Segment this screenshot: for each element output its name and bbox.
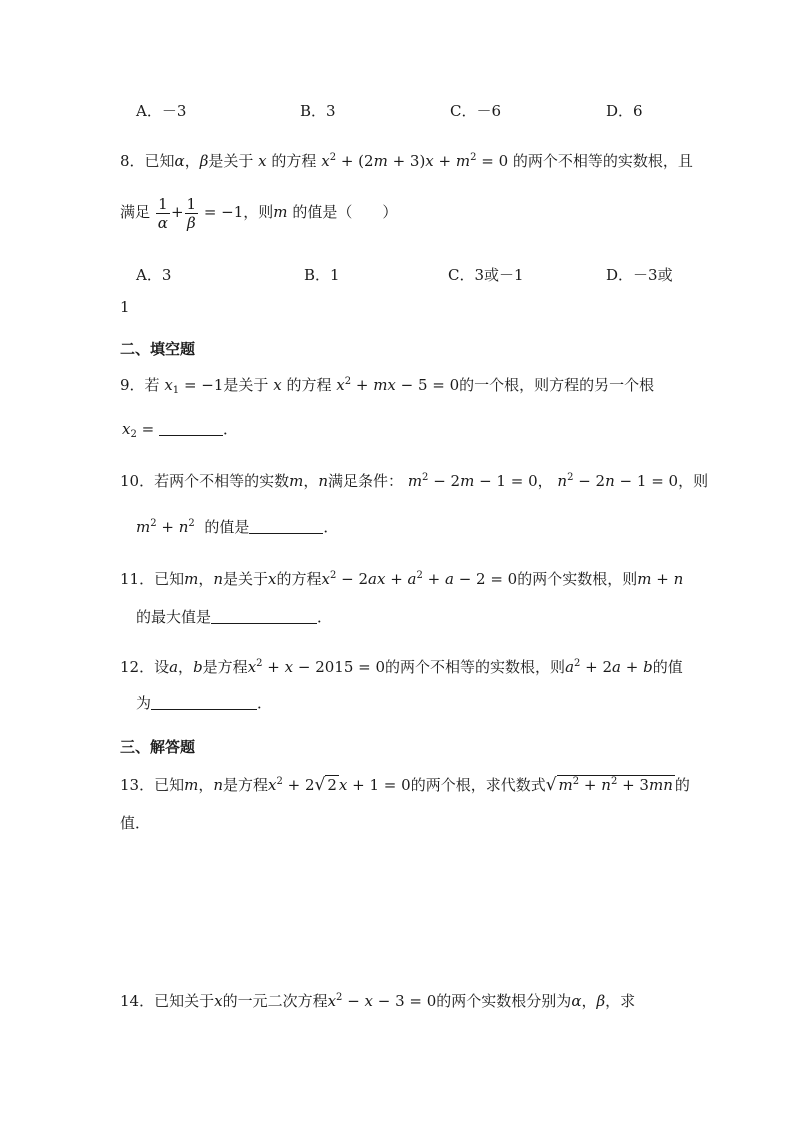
q10-text: ，: [303, 472, 319, 490]
q10-text: ，: [537, 472, 553, 490]
q8-text: ，则: [243, 203, 274, 221]
q9-line2: $x_2$ = ．: [122, 420, 238, 440]
q14-line1: 14．已知关于x的一元二次方程$x^2 - x - 3 = 0$的两个实数根分别为α，β，求: [120, 992, 636, 1010]
q11-text: 的方程: [276, 570, 322, 588]
q10-line1: 10．若两个不相等的实数m，n满足条件： $m^2 - 2m - 1 = 0$， $n^2 - 2n - 1 = 0$，则: [120, 472, 709, 490]
q12-number: 12．设: [120, 658, 170, 676]
q10-expression: $m^2 + n^2$: [136, 518, 195, 536]
q9-text: 是关于: [223, 376, 269, 394]
q14-text: 的两个实数根分别为: [436, 992, 572, 1010]
q13-number: 13．已知: [120, 776, 185, 794]
q10-text: 的值是: [204, 518, 250, 536]
section-solve-title: 三、解答题: [120, 738, 196, 756]
q8-fraction-beta: $\frac{1}{\beta}$: [186, 194, 197, 232]
q11-line2: [136, 606, 332, 628]
q12-text: 为: [136, 694, 152, 712]
q14-text: 的一元二次方程: [222, 992, 328, 1010]
q10-answer-blank[interactable]: [249, 517, 323, 534]
q8-number: 8．已知: [120, 152, 175, 170]
q14-text: ，求: [605, 992, 636, 1010]
q13-text: 的两个根，求代数式: [410, 776, 546, 794]
q9-text: 的一个根，则方程的另一个根: [459, 376, 655, 394]
q10-equation-m: $m^2 - 2m - 1 = 0$: [407, 472, 538, 490]
q14-equation: $x^2 - x - 3 = 0$: [327, 992, 437, 1010]
q9-number: 9．若: [120, 376, 160, 394]
q12-text: 是方程: [202, 658, 248, 676]
q8-option-a: A．3: [136, 266, 172, 284]
q8-text: 的值是（ ）: [292, 203, 398, 221]
q8-text: 是关于: [208, 152, 254, 170]
q10-text: ，则: [678, 472, 709, 490]
q8-text: 的两个不相等的实数根，且: [512, 152, 693, 170]
q14-number: 14．已知关于: [120, 992, 215, 1010]
q7-option-b: B．3: [300, 102, 336, 120]
q12-text: 的值: [652, 658, 683, 676]
q10-text: ．: [323, 518, 339, 536]
q7-options: [136, 100, 676, 122]
q8-line2: 满足 $\frac{1}{\alpha}$ + $\frac{1}{\beta}$ = −1，则m 的值是（ ）: [120, 194, 398, 232]
q12-answer-blank[interactable]: [151, 693, 257, 710]
q13-line1: 13．已知m，n是方程$x^2 + 2√$ 2 x + 1 = 0的两个根，求代数式√ $m^2 + n^2 + 3mn$ 的: [120, 775, 690, 795]
q8-option-d-wrap: 1: [120, 298, 130, 316]
q12-text: ，: [178, 658, 194, 676]
q8-options: [136, 264, 676, 286]
q10-line2: [136, 516, 338, 538]
q8-option-c: C．3或－1: [448, 266, 524, 284]
q8-fraction-alpha: $\frac{1}{\alpha}$: [157, 194, 168, 232]
q13-text: 是方程: [223, 776, 269, 794]
q11-text: ，: [198, 570, 214, 588]
q11-line1: 11．已知m，n是关于x的方程$x^2 - 2ax + a^2 + a - 2 = 0$的两个实数根，则m + n: [120, 570, 684, 588]
q13-text: ，: [198, 776, 214, 794]
q12-line2: [136, 692, 272, 714]
q12-text: ．: [257, 694, 273, 712]
q7-option-c: C．－6: [450, 102, 502, 120]
q9-line1: 9．若 $x_1 = -1$是关于 x 的方程 $x^2$ + mx − 5 = 0的一个根，则方程的另一个根: [120, 376, 655, 396]
q13-equation: $x^2 + 2√$ 2 x + 1 = 0: [268, 775, 411, 795]
q11-text: 的最大值是: [136, 608, 212, 626]
q12-text: 的两个不相等的实数根，则: [385, 658, 566, 676]
section-fill-in-title: 二、填空题: [120, 340, 196, 358]
q13-expression: √ $m^2 + n^2 + 3mn$: [545, 775, 673, 795]
q12-equation: $x^2 + x - 2015 = 0$: [247, 658, 386, 676]
q8-line1: 8．已知α，β是关于 x 的方程 $x^2 + (2m + 3)x + m^2 = 0$ 的两个不相等的实数根，且: [120, 152, 693, 170]
q9-text: 的方程: [286, 376, 332, 394]
q8-text: 满足: [120, 203, 151, 221]
q10-equation-n: $n^2 - 2n - 1 = 0$: [557, 472, 679, 490]
q11-answer-blank[interactable]: [211, 607, 317, 624]
q10-text: 满足条件：: [328, 472, 404, 490]
q8-option-b: B．1: [304, 266, 340, 284]
q11-number: 11．已知: [120, 570, 185, 588]
q11-text: 的两个实数根，则: [517, 570, 638, 588]
q9-text: ．: [222, 420, 238, 438]
q9-answer-blank[interactable]: [159, 419, 223, 436]
q10-number: 10．若两个不相等的实数: [120, 472, 290, 490]
q7-option-a: A．－3: [136, 102, 187, 120]
q8-equation: $x^2 + (2m + 3)x + m^2 = 0$: [321, 152, 509, 170]
q12-expression: $a^2 + 2a + b$: [565, 658, 653, 676]
q13-line2: 值．: [120, 814, 151, 832]
q11-text: 是关于: [223, 570, 269, 588]
q12-line1: 12．设a，b是方程$x^2 + x - 2015 = 0$的两个不相等的实数根，则$a^2 + 2a + b$的值: [120, 658, 683, 676]
q8-option-d: D．－3或: [606, 266, 673, 284]
q13-text: 的: [674, 776, 690, 794]
q8-text: 的方程: [271, 152, 317, 170]
q11-text: ．: [317, 608, 333, 626]
q11-equation: $x^2 - 2ax + a^2 + a - 2 = 0$: [321, 570, 518, 588]
q9-equation: $x^2$ + mx − 5 = 0: [336, 376, 460, 394]
q7-option-d: D．6: [606, 102, 643, 120]
